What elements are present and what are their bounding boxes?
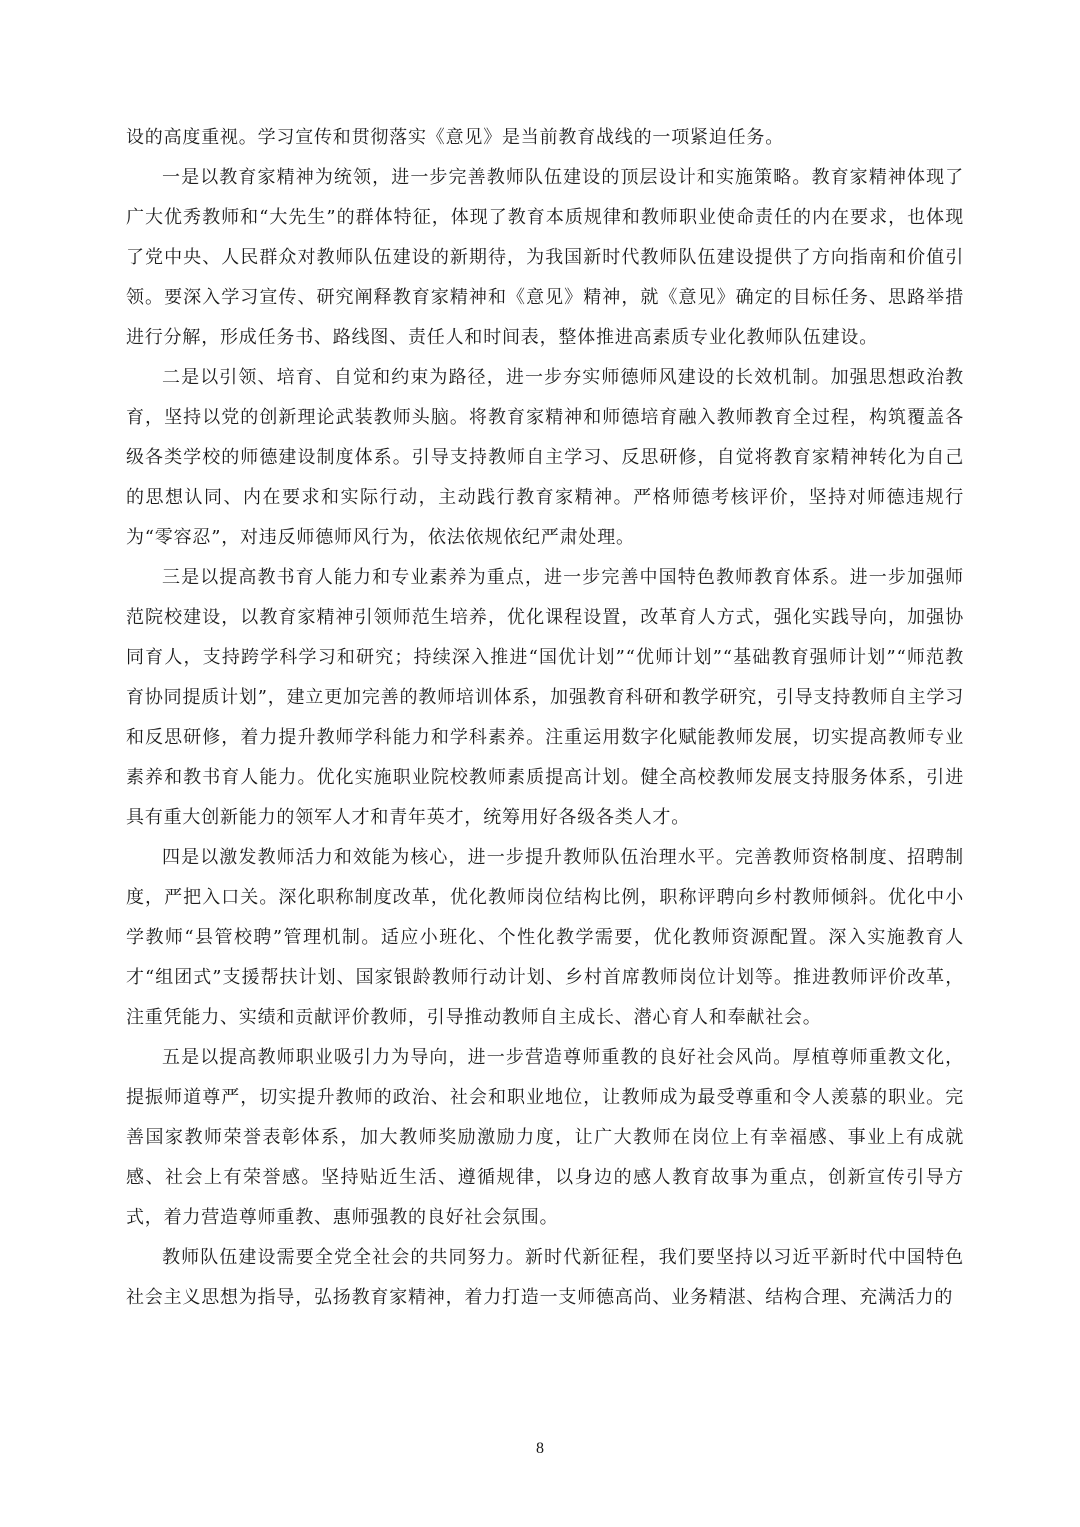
paragraph-point-one: 一是以教育家精神为统领，进一步完善教师队伍建设的顶层设计和实施策略。教育家精神体现了广大优秀教师和“大先生”的群体特征，体现了教育本质规律和教师职业使命责任的内在要求，也体现了党中央、人民群众对教师队伍建设的新期待，为我国新时代教师队伍建设提供了方向指南和价值引领。要深入学习宣传、研究阐释教育家精神和《意见》精神，就《意见》确定的目标任务、思路举措进行分解，形成任务书、路线图、责任人和时间表，整体推进高素质专业化教师队伍建设。 — [126, 167, 964, 348]
paragraph-conclusion: 教师队伍建设需要全党全社会的共同努力。新时代新征程，我们要坚持以习近平新时代中国特色社会主义思想为指导，弘扬教育家精神，着力打造一支师德高尚、业务精湛、结构合理、充满活力的 — [126, 1247, 964, 1308]
paragraph-point-four: 四是以激发教师活力和效能为核心，进一步提升教师队伍治理水平。完善教师资格制度、招聘制度，严把入口关。深化职称制度改革，优化教师岗位结构比例，职称评聘向乡村教师倾斜。优化中小学教师“县管校聘”管理机制。适应小班化、个性化教学需要，优化教师资源配置。深入实施教育人才“组团式”支援帮扶计划、国家银龄教师行动计划、乡村首席教师岗位计划等。推进教师评价改革，注重凭能力、实绩和贡献评价教师，引导推动教师自主成长、潜心育人和奉献社会。 — [126, 847, 964, 1028]
paragraph-point-two: 二是以引领、培育、自觉和约束为路径，进一步夯实师德师风建设的长效机制。加强思想政治教育，坚持以党的创新理论武装教师头脑。将教育家精神和师德培育融入教师教育全过程，构筑覆盖各级各类学校的师德建设制度体系。引导支持教师自主学习、反思研修，自觉将教育家精神转化为自己的思想认同、内在要求和实际行动，主动践行教育家精神。严格师德考核评价，坚持对师德违规行为“零容忍”，对违反师德师风行为，依法依规依纪严肃处理。 — [126, 367, 964, 548]
paragraph-continuation: 设的高度重视。学习宣传和贯彻落实《意见》是当前教育战线的一项紧迫任务。 — [126, 127, 784, 148]
paragraph-point-five: 五是以提高教师职业吸引力为导向，进一步营造尊师重教的良好社会风尚。厚植尊师重教文化，提振师道尊严，切实提升教师的政治、社会和职业地位，让教师成为最受尊重和令人羡慕的职业。完善国家教师荣誉表彰体系，加大教师奖励激励力度，让广大教师在岗位上有幸福感、事业上有成就感、社会上有荣誉感。坚持贴近生活、遵循规律，以身边的感人教育故事为重点，创新宣传引导方式，着力营造尊师重教、惠师强教的良好社会氛围。 — [126, 1047, 964, 1228]
page-number: 8 — [536, 1440, 544, 1457]
document-body — [126, 118, 964, 1318]
paragraph-point-three: 三是以提高教书育人能力和专业素养为重点，进一步完善中国特色教师教育体系。进一步加强师范院校建设，以教育家精神引领师范生培养，优化课程设置，改革育人方式，强化实践导向，加强协同育人，支持跨学科学习和研究；持续深入推进“国优计划”“优师计划”“基础教育强师计划”“师范教育协同提质计划”，建立更加完善的教师培训体系，加强教育科研和教学研究，引导支持教师自主学习和反思研修，着力提升教师学科能力和学科素养。注重运用数字化赋能教师发展，切实提高教师专业素养和教书育人能力。优化实施职业院校教师素质提高计划。健全高校教师发展支持服务体系，引进具有重大创新能力的领军人才和青年英才，统筹用好各级各类人才。 — [126, 567, 964, 828]
